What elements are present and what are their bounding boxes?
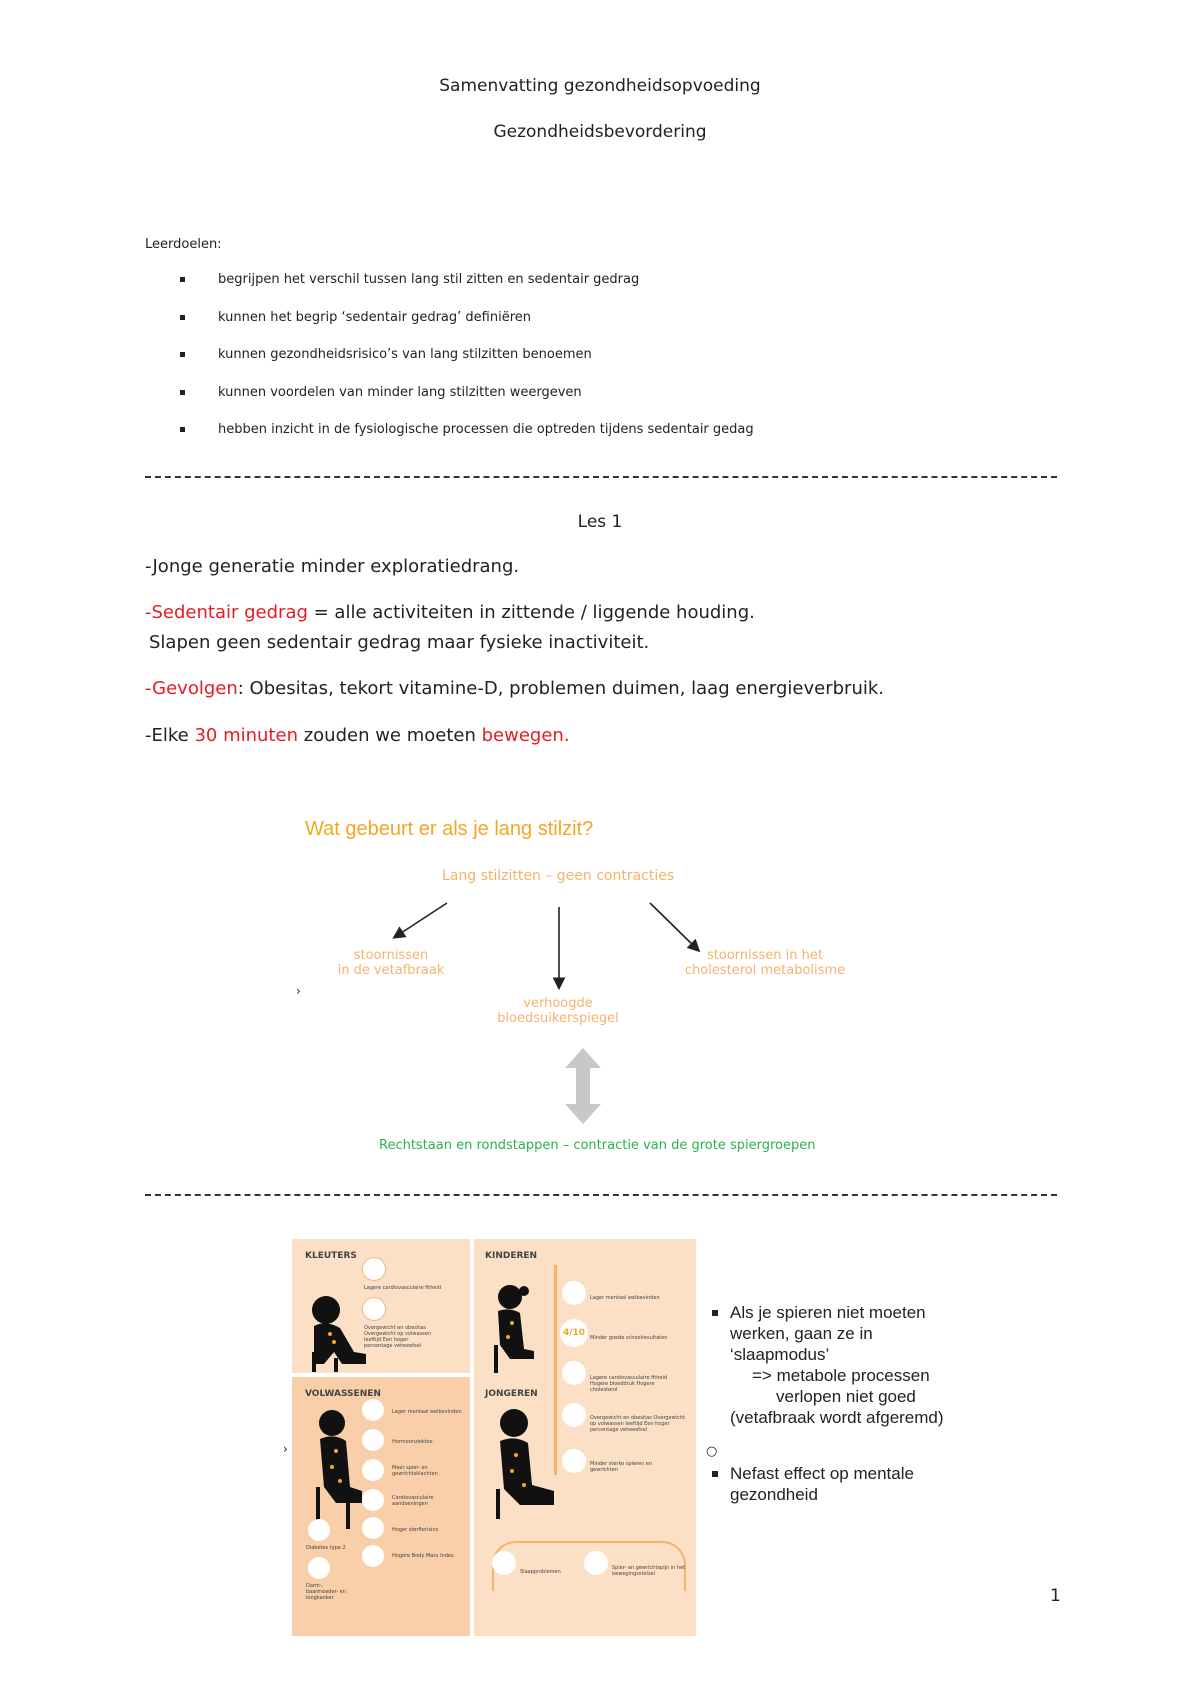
circle-marker: ○ [706, 1444, 718, 1459]
hormone-icon [362, 1429, 384, 1451]
scale-icon [362, 1297, 386, 1321]
joint-icon [362, 1459, 384, 1481]
paragraph-sleep: Slapen geen sedentair gedrag maar fysieke inactiviteit. [149, 632, 650, 653]
panel-title-jongeren: JONGEREN [485, 1389, 538, 1399]
bullet-icon [180, 352, 185, 357]
document-subtitle: Gezondheidsbevordering [493, 122, 707, 142]
bullet-icon [180, 390, 185, 395]
bullet-mental-health: Nefast effect op mentale gezondheid [712, 1463, 914, 1505]
paragraph-sedentary: -Sedentair gedrag = alle activiteiten in zittende / liggende houding. [145, 602, 755, 623]
list-item: kunnen het begrip ‘sedentair gedrag’ definiëren [180, 310, 754, 348]
divider [145, 1194, 1057, 1196]
cancer-ribbon-icon [308, 1557, 330, 1579]
heart-rate-icon [362, 1257, 386, 1281]
bone-icon [562, 1449, 586, 1473]
bullet-icon [712, 1471, 718, 1477]
panel-title-volwassenen: VOLWASSENEN [305, 1389, 381, 1399]
joint-pain-icon [584, 1551, 608, 1575]
page-number: 1 [1050, 1586, 1061, 1606]
mortality-icon [362, 1517, 384, 1539]
teen-figure-icon [484, 1405, 564, 1525]
bullet-icon [712, 1310, 718, 1316]
diagram-left-node: stoornissen in de vetafbraak [337, 948, 445, 978]
diagram-top-node: Lang stilzitten – geen contracties [442, 868, 675, 884]
bullet-icon [180, 427, 185, 432]
double-arrow-icon [563, 1046, 603, 1126]
ratio-badge: 4/10 [560, 1319, 588, 1347]
infographic-marker: › [283, 1442, 288, 1456]
term-sedentary: -Sedentair gedrag [145, 602, 308, 623]
sleep-icon [492, 1551, 516, 1575]
panel-title-kinderen: KINDEREN [485, 1251, 538, 1261]
panel-title-kleuters: KLEUTERS [305, 1251, 357, 1261]
diagram-arrows [380, 895, 720, 995]
list-item: kunnen voordelen van minder lang stilzitten weergeven [180, 385, 754, 423]
diagram-middle-node: verhoogde bloedsuikerspiegel [497, 996, 619, 1026]
list-item: begrijpen het verschil tussen lang stil zitten en sedentair gedrag [180, 272, 754, 310]
happy-face-icon [562, 1281, 586, 1305]
list-item: hebben inzicht in de fysiologische processen die optreden tijdens sedentair gedag [180, 422, 754, 460]
heart-icon [362, 1489, 384, 1511]
diagram-right-node: stoornissen in het cholesterol metabolisme [684, 948, 846, 978]
lesson-title: Les 1 [577, 512, 623, 532]
brain-icon [362, 1399, 384, 1421]
divider [145, 476, 1057, 478]
bullet-icon [180, 315, 185, 320]
diagram-bottom-node: Rechtstaan en rondstappen – contractie van de grote spiergroepen [379, 1138, 816, 1153]
diagram-title: Wat gebeurt er als je lang stilzit? [305, 818, 594, 840]
scale-icon [562, 1403, 586, 1427]
paragraph-consequences: -Gevolgen: Obesitas, tekort vitamine-D, problemen duimen, laag energieverbruik. [145, 678, 885, 699]
bullet-icon [180, 277, 185, 282]
bullet-sleep-mode: Als je spieren niet moeten werken, gaan ze in ‘slaapmodus’ => metabole processen verlopen niet goed (vetafbraak wordt afgeremd) [712, 1302, 944, 1428]
paragraph-exploration: -Jonge generatie minder exploratiedrang. [145, 556, 520, 577]
term-consequences: -Gevolgen [145, 678, 238, 699]
objectives-list [180, 272, 754, 460]
child-figure-icon [484, 1279, 544, 1374]
bmi-icon [362, 1545, 384, 1567]
heart-rate-icon [562, 1361, 586, 1385]
objectives-label: Leerdoelen: [145, 237, 222, 252]
diagram-marker: › [296, 984, 301, 998]
list-item: kunnen gezondheidsrisico’s van lang stilzitten benoemen [180, 347, 754, 385]
diabetes-icon [308, 1519, 330, 1541]
paragraph-movement: -Elke 30 minuten zouden we moeten bewegen. [145, 725, 570, 746]
document-title: Samenvatting gezondheidsopvoeding [439, 76, 761, 96]
infographic: KLEUTERS Lagere cardiovasculaire fitheid Overgewicht en obesitas Overgewicht op volwassen leeftijd Een hoger percentage vetweefsel VOLWASSENEN Lager mentaal welbevinden Hormoonziektes Meer spier- en gewrichtsklachten Cardiovasculaire aandoeningen Hoger sterfterisico Hogere Body Mass Index Diabetes type 2 Darm-, baarmoeder- en longkanker KINDEREN Lager mentaal welbevinden 4/10 Minder goede schoolresultaten Lagere cardiovasculaire fitheid Hogere bloeddruk Hogere cholesterol Overgewicht en obesitas Overgewicht op volwassen leeftijd Een hoger percentage vetweefsel Minder sterke spieren en gewrichten JONGEREN Slaapproblemen Spier- en gewrichtspijn in het bewegingsstelsel [292, 1239, 696, 1636]
